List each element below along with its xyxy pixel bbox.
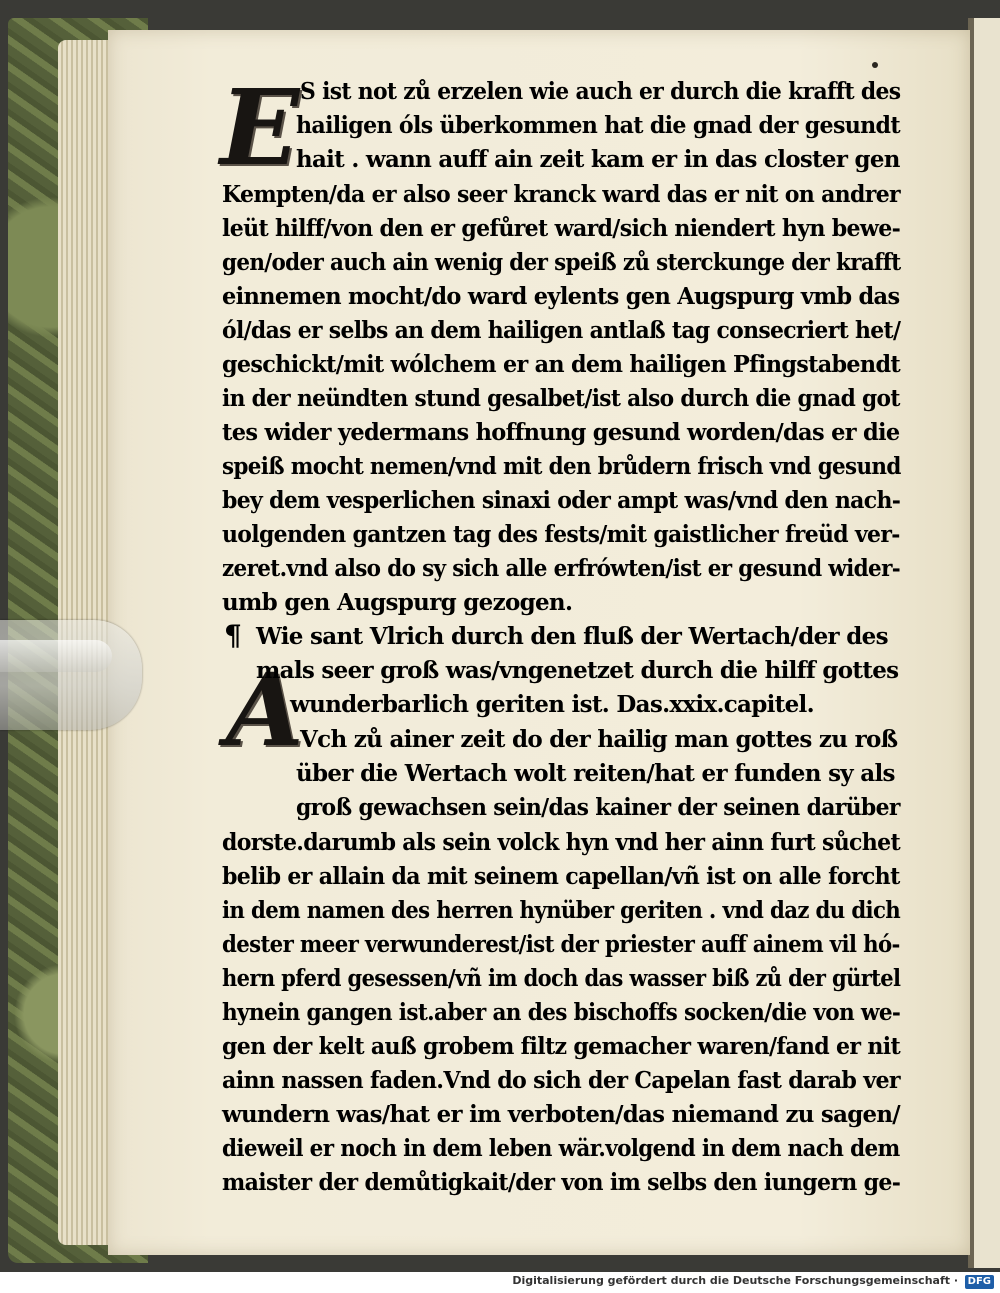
text-line: tes wider yedermans hoffnung gesund worden/das er die (222, 419, 900, 446)
text-line: ól/das er selbs an dem hailigen antlaß tag consecriert het/ (222, 317, 901, 344)
facing-page-edge (968, 18, 1000, 1268)
text-line: zeret.vnd also do sy sich alle erfrówten/ist er gesund wider- (222, 555, 901, 582)
credit-bar (0, 1272, 1000, 1293)
funding-credit: Digitalisierung gefördert durch die Deutsche Forschungsgemeinschaft · (512, 1274, 958, 1287)
text-line: Kempten/da er also seer kranck ward das er nit on andrer (222, 181, 900, 208)
text-line: gen/oder auch ain wenig der speiß zů sterckunge der krafft (222, 249, 901, 276)
paragraph-mark: ¶ (224, 619, 242, 652)
dfg-logo: DFG (965, 1275, 994, 1289)
page-holder-clip-highlight (0, 640, 112, 672)
page-holder-clip (0, 620, 142, 730)
heading-line: Wie sant Vlrich durch den fluß der Wertach/der des (256, 623, 888, 650)
text-line: dorste.darumb als sein volck hyn vnd her ainn furt sůchet (222, 829, 901, 856)
text-line: dieweil er noch in dem leben wär.volgend in dem nach dem (222, 1135, 900, 1162)
text-line: gen der kelt auß grobem filtz gemacher waren/fand er nit (222, 1033, 901, 1060)
text-line: umb gen Augspurg gezogen. (222, 589, 573, 616)
text-line: wundern was/hat er im verboten/das niemand zu sagen/ (222, 1101, 900, 1128)
decorated-initial-a: A (226, 651, 304, 769)
text-line: belib er allain da mit seinem capellan/vñ ist on alle forcht (222, 863, 900, 890)
text-line: in der neündten stund gesalbet/ist also durch die gnad got (222, 385, 900, 412)
text-line: Vch zů ainer zeit do der hailig man gottes zu roß (300, 726, 898, 753)
text-line: dester meer verwunderest/ist der priester auff ainem vil hó- (222, 931, 900, 958)
text-line: über die Wertach wolt reiten/hat er funden sy als (296, 760, 895, 787)
text-line: speiß mocht nemen/vnd mit den brůdern frisch vnd gesund (222, 453, 901, 480)
text-line: geschickt/mit wólchem er an dem hailigen Pfingstabendt (222, 351, 900, 378)
text-line: in dem namen des herren hynüber geriten . vnd daz du dich (222, 897, 901, 924)
text-line: hait . wann auff ain zeit kam er in das closter gen (296, 146, 900, 173)
heading-line: wunderbarlich geriten ist. Das.xxix.capitel. (290, 691, 814, 718)
text-line: hynein gangen ist.aber an des bischoffs socken/die von we- (222, 999, 901, 1026)
text-line: uolgenden gantzen tag des fests/mit gaistlicher freüd ver- (222, 521, 900, 548)
text-line: bey dem vesperlichen sinaxi oder ampt was/vnd den nach- (222, 487, 901, 514)
text-line: hailigen óls überkommen hat die gnad der gesundt (296, 112, 900, 139)
text-line: ainn nassen faden.Vnd do sich der Capelan fast darab ver (222, 1067, 900, 1094)
text-line: hern pferd gesessen/vñ im doch das wasser biß zů der gürtel (222, 965, 901, 992)
text-line: maister der demůtigkait/der von im selbs den iungern ge- (222, 1169, 901, 1196)
ink-dot (872, 62, 878, 68)
text-line: einnemen mocht/do ward eylents gen Augspurg vmb das (222, 283, 900, 310)
text-line: leüt hilff/von den er gefůret ward/sich niendert hyn bewe- (222, 215, 901, 242)
decorated-initial-e: E (220, 66, 300, 189)
heading-line: mals seer groß was/vngenetzet durch die hilff gottes (256, 657, 899, 684)
text-line: S ist not zů erzelen wie auch er durch die krafft des (300, 78, 901, 105)
text-line: groß gewachsen sein/das kainer der seinen darüber (296, 794, 900, 821)
